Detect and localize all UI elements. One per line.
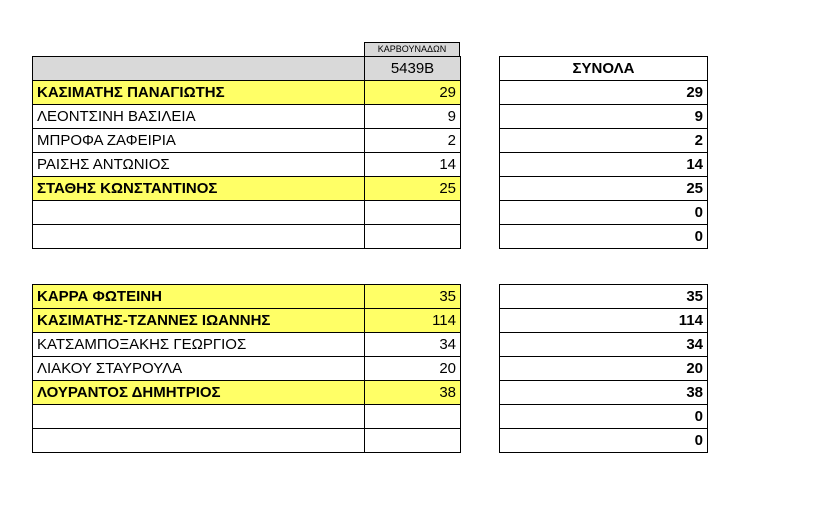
candidate-votes: 2 bbox=[365, 129, 461, 153]
candidate-votes: 9 bbox=[365, 105, 461, 129]
candidate-row bbox=[33, 357, 461, 381]
candidate-total: 38 bbox=[500, 381, 708, 405]
candidate-row bbox=[33, 285, 461, 309]
candidate-total: 25 bbox=[500, 177, 708, 201]
candidate-votes: 34 bbox=[365, 333, 461, 357]
candidate-votes bbox=[365, 405, 461, 429]
totals-header: ΣΥΝΟΛΑ bbox=[500, 57, 708, 81]
candidate-row bbox=[33, 309, 461, 333]
total-row bbox=[500, 225, 708, 249]
total-row bbox=[500, 105, 708, 129]
candidate-total: 0 bbox=[500, 429, 708, 453]
total-row bbox=[500, 177, 708, 201]
total-row bbox=[500, 285, 708, 309]
candidate-votes: 20 bbox=[365, 357, 461, 381]
candidate-votes bbox=[365, 201, 461, 225]
group1-table-wrapper bbox=[32, 56, 461, 249]
total-row bbox=[500, 201, 708, 225]
candidate-name: ΚΑΣΙΜΑΤΗΣ-ΤΖΑΝΝΕΣ ΙΩΑΝΝΗΣ bbox=[33, 309, 365, 333]
candidate-total: 0 bbox=[500, 225, 708, 249]
candidate-total: 0 bbox=[500, 405, 708, 429]
candidate-name: ΡΑΙΣΗΣ ΑΝΤΩΝΙΟΣ bbox=[33, 153, 365, 177]
group2-totals-table bbox=[499, 284, 708, 453]
candidate-name bbox=[33, 201, 365, 225]
candidate-name: ΜΠΡΟΦΑ ΖΑΦΕΙΡΙΑ bbox=[33, 129, 365, 153]
candidate-name bbox=[33, 405, 365, 429]
candidate-row bbox=[33, 201, 461, 225]
candidate-votes: 25 bbox=[365, 177, 461, 201]
candidate-name: ΚΑΡΡΑ ΦΩΤΕΙΝΗ bbox=[33, 285, 365, 309]
candidate-row bbox=[33, 129, 461, 153]
total-row bbox=[500, 405, 708, 429]
group1-votes-table bbox=[32, 56, 461, 249]
group1-totals-wrapper bbox=[499, 56, 708, 249]
candidate-total: 2 bbox=[500, 129, 708, 153]
group2-votes-table bbox=[32, 284, 461, 453]
candidate-total: 20 bbox=[500, 357, 708, 381]
group2-totals-wrapper bbox=[499, 284, 708, 453]
candidate-row bbox=[33, 405, 461, 429]
total-row bbox=[500, 357, 708, 381]
total-row bbox=[500, 333, 708, 357]
group2-table-wrapper bbox=[32, 284, 461, 453]
station-code: 5439Β bbox=[365, 57, 461, 81]
candidate-votes: 29 bbox=[365, 81, 461, 105]
candidate-total: 9 bbox=[500, 105, 708, 129]
candidate-row bbox=[33, 225, 461, 249]
candidate-row bbox=[33, 105, 461, 129]
candidate-row bbox=[33, 81, 461, 105]
candidate-row bbox=[33, 429, 461, 453]
candidate-name: ΚΑΤΣΑΜΠΟΞΑΚΗΣ ΓΕΩΡΓΙΟΣ bbox=[33, 333, 365, 357]
total-row bbox=[500, 309, 708, 333]
village-name-label: ΚΑΡΒΟΥΝΑΔΩΝ bbox=[364, 42, 460, 56]
total-row bbox=[500, 81, 708, 105]
candidate-votes bbox=[365, 429, 461, 453]
total-row bbox=[500, 129, 708, 153]
total-row bbox=[500, 153, 708, 177]
candidate-votes bbox=[365, 225, 461, 249]
group1-totals-table bbox=[499, 56, 708, 249]
candidate-row bbox=[33, 177, 461, 201]
candidate-row bbox=[33, 333, 461, 357]
candidate-total: 114 bbox=[500, 309, 708, 333]
totals-header-row bbox=[500, 57, 708, 81]
station-header-row bbox=[33, 57, 461, 81]
candidate-name bbox=[33, 429, 365, 453]
candidate-votes: 114 bbox=[365, 309, 461, 333]
candidate-total: 0 bbox=[500, 201, 708, 225]
candidate-name: ΣΤΑΘΗΣ ΚΩΝΣΤΑΝΤΙΝΟΣ bbox=[33, 177, 365, 201]
candidate-name: ΛΟΥΡΑΝΤΟΣ ΔΗΜΗΤΡΙΟΣ bbox=[33, 381, 365, 405]
candidate-votes: 38 bbox=[365, 381, 461, 405]
total-row bbox=[500, 429, 708, 453]
candidate-total: 35 bbox=[500, 285, 708, 309]
candidate-votes: 14 bbox=[365, 153, 461, 177]
candidate-name: ΚΑΣΙΜΑΤΗΣ ΠΑΝΑΓΙΩΤΗΣ bbox=[33, 81, 365, 105]
total-row bbox=[500, 381, 708, 405]
candidate-total: 14 bbox=[500, 153, 708, 177]
candidate-row bbox=[33, 153, 461, 177]
candidate-total: 29 bbox=[500, 81, 708, 105]
candidate-row bbox=[33, 381, 461, 405]
candidate-votes: 35 bbox=[365, 285, 461, 309]
candidate-name bbox=[33, 225, 365, 249]
candidate-name: ΛΙΑΚΟΥ ΣΤΑΥΡΟΥΛΑ bbox=[33, 357, 365, 381]
header-blank-cell bbox=[33, 57, 365, 81]
candidate-total: 34 bbox=[500, 333, 708, 357]
candidate-name: ΛΕΟΝΤΣΙΝΗ ΒΑΣΙΛΕΙΑ bbox=[33, 105, 365, 129]
